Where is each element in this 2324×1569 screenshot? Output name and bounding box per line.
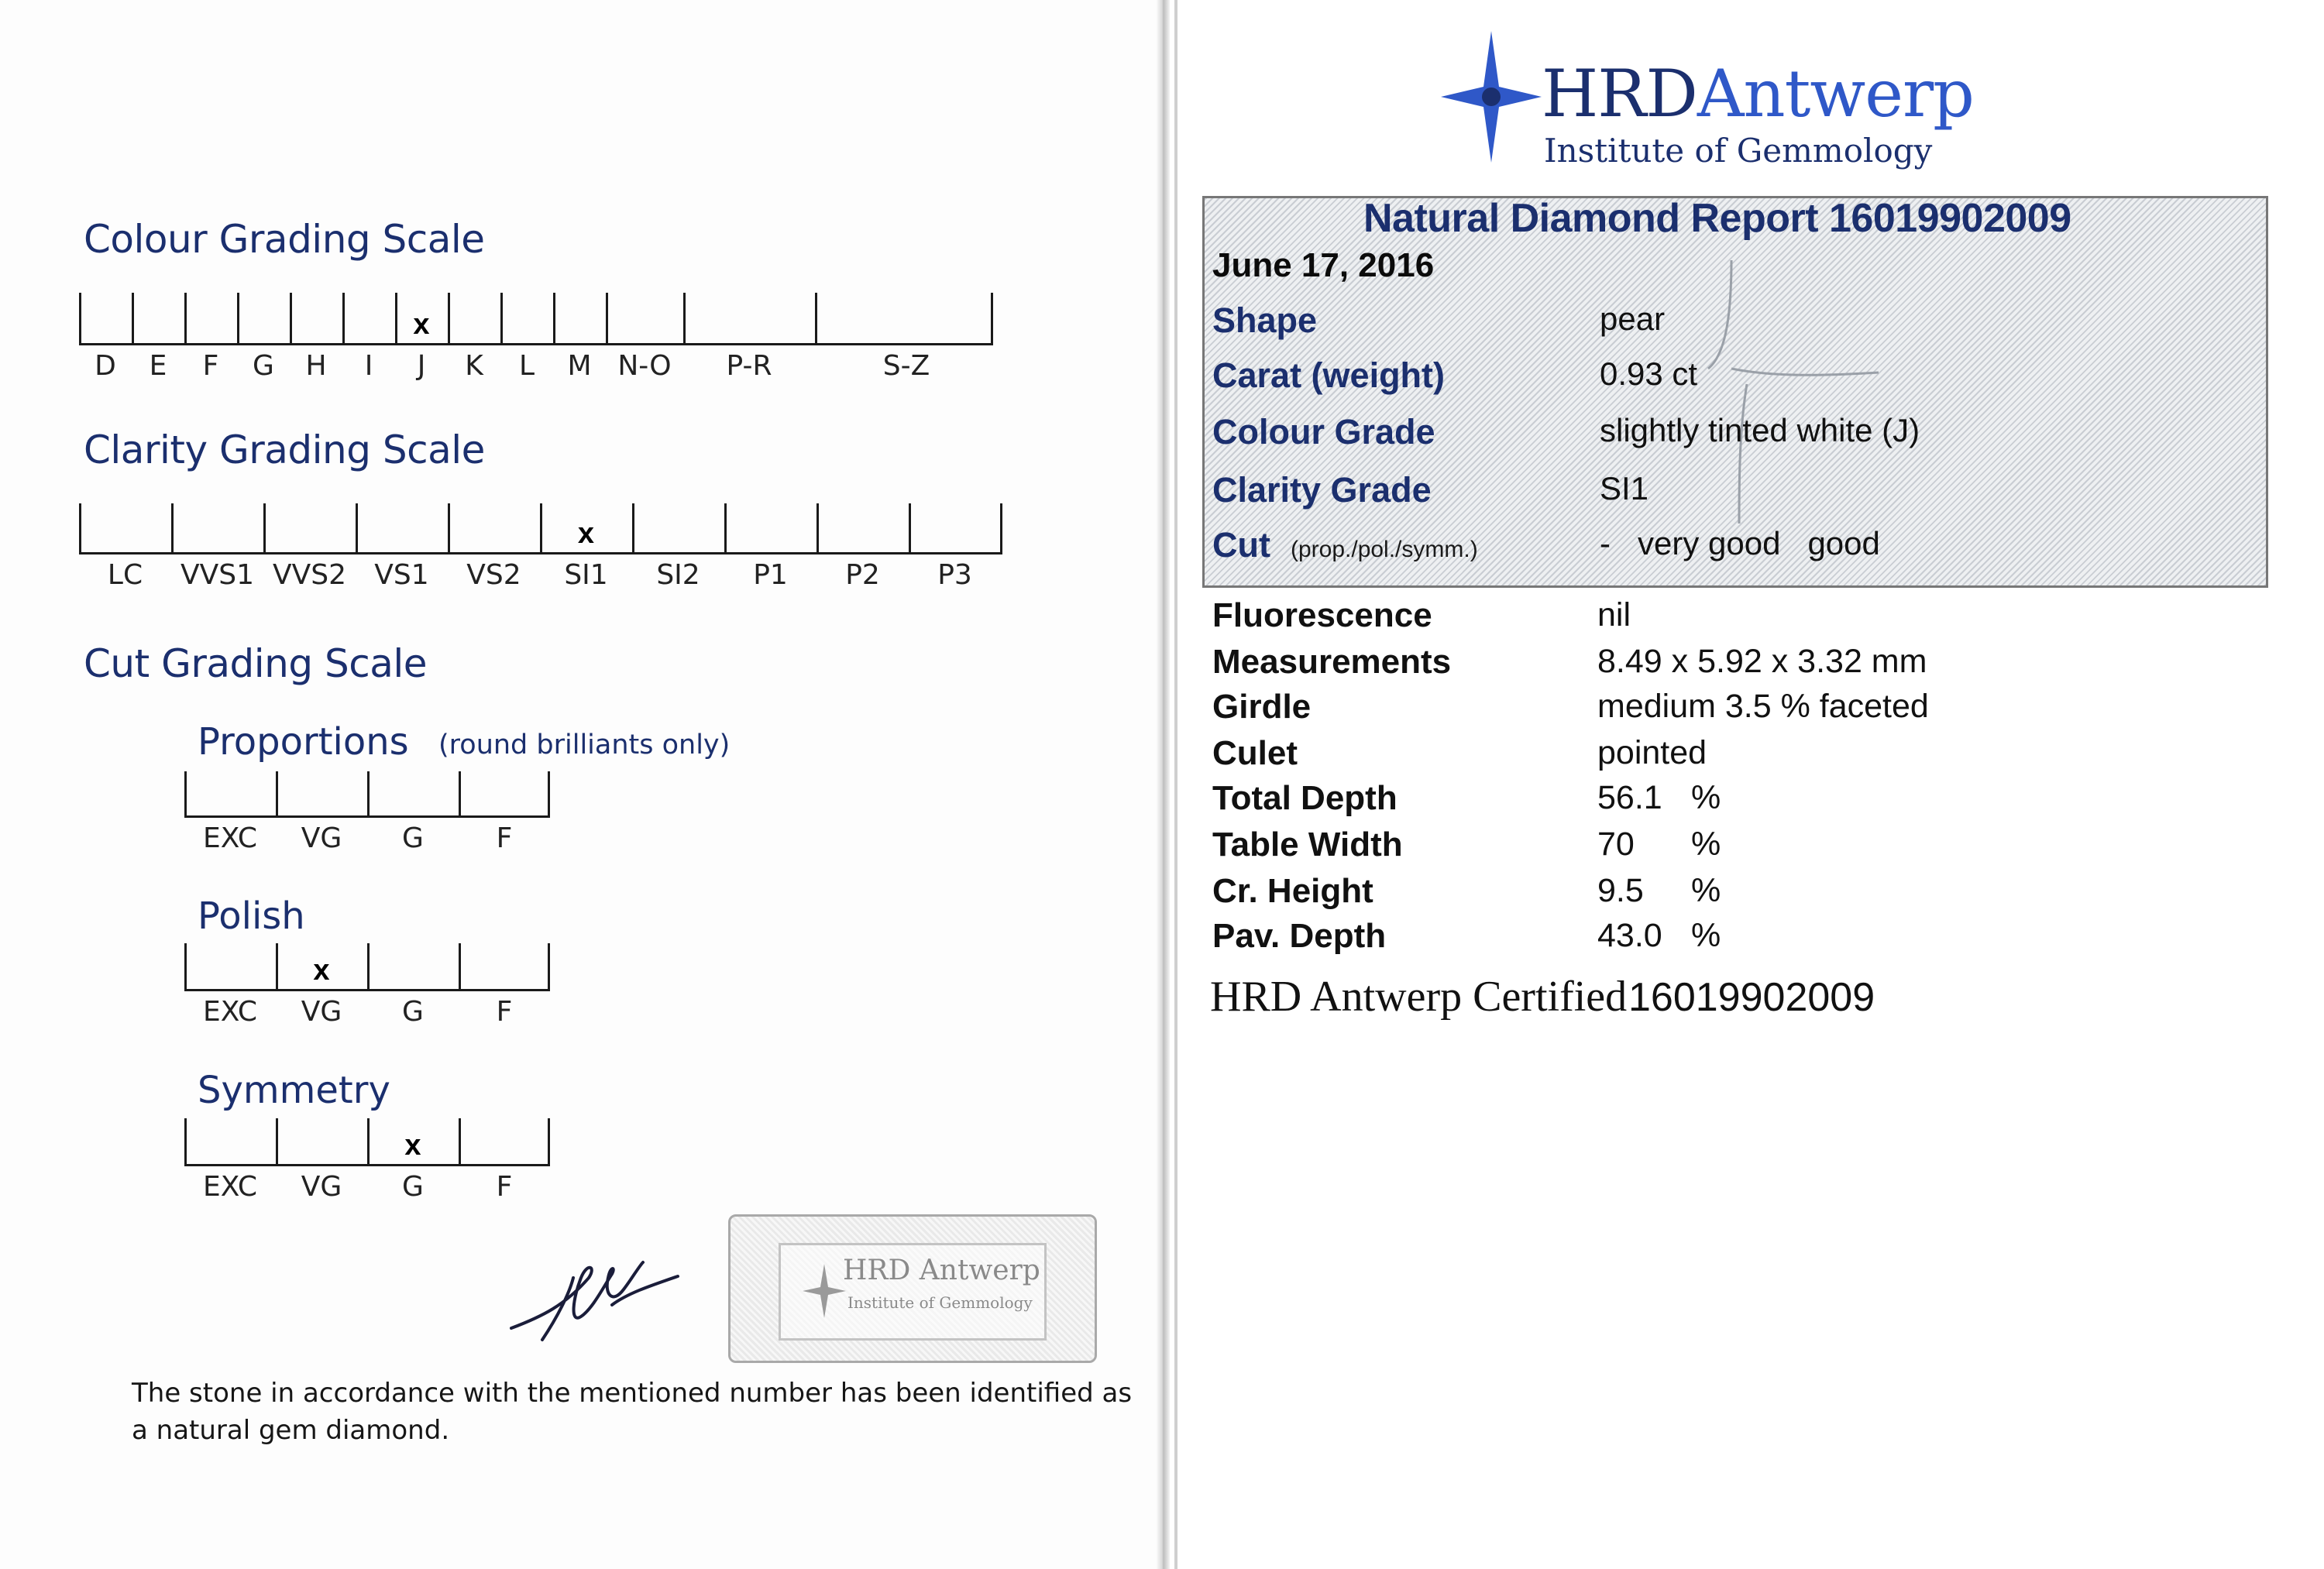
scale-tick (632, 503, 634, 554)
grade-label: EXC (203, 822, 257, 854)
grade-label: VVS1 (180, 559, 255, 591)
row-key: Clarity Grade (1212, 470, 1432, 510)
scale-tick (459, 943, 461, 991)
grade-mark: x (413, 308, 430, 341)
grade-label: F (496, 1171, 513, 1203)
property-value: 56.1 (1597, 779, 1662, 816)
property-unit: % (1691, 779, 1721, 816)
scale-tick (356, 503, 358, 554)
property-crown-height (1212, 872, 2219, 915)
certified-label: HRD Antwerp Certified (1210, 973, 1628, 1021)
scale-tick (553, 293, 555, 345)
scale-tick (540, 503, 542, 554)
scale-tick (448, 293, 450, 345)
grade-label: SI1 (564, 559, 608, 591)
colour-scale-title: Colour Grading Scale (84, 217, 485, 262)
scale-tick (683, 293, 686, 345)
scale-tick (184, 293, 187, 345)
row-key: Carat (weight) (1212, 355, 1446, 395)
property-value: 9.5 (1597, 872, 1644, 909)
property-key: Total Depth (1212, 779, 1397, 817)
symmetry-scale (184, 1118, 550, 1203)
property-key: Pav. Depth (1212, 917, 1387, 955)
star-logo-icon (1441, 31, 1542, 163)
grade-label: P1 (753, 559, 788, 591)
property-unit: % (1691, 872, 1721, 909)
grade-label: LC (107, 559, 143, 591)
scale-tick (276, 943, 278, 991)
scale-tick (548, 1118, 550, 1166)
grade-label: F (496, 822, 513, 854)
scale-tick (909, 503, 911, 554)
scale-tick (184, 771, 187, 818)
stamp-brand: HRD Antwerp (843, 1255, 1040, 1286)
grade-label: VS1 (374, 559, 429, 591)
scale-tick (991, 293, 993, 345)
row-key: Shape (1212, 300, 1318, 340)
grade-label: M (567, 350, 592, 382)
grade-label: F (496, 996, 513, 1028)
grade-label: EXC (203, 1171, 257, 1203)
brand-hrd: HRD (1542, 56, 1697, 132)
grade-label: D (95, 350, 116, 382)
grade-label: P-R (726, 350, 772, 382)
grade-label: VG (301, 1171, 342, 1203)
row-value: 0.93 ct (1600, 355, 1698, 392)
report-summary-box (1202, 196, 2268, 588)
grade-label: H (305, 350, 327, 382)
polish-scale (184, 943, 550, 1028)
grade-label: VG (301, 996, 342, 1028)
scale-tick (290, 293, 292, 345)
grade-label: VG (301, 822, 342, 854)
clarity-grading-scale (79, 503, 1002, 591)
scale-tick (548, 771, 550, 818)
scale-tick (184, 943, 187, 991)
property-key: Measurements (1212, 643, 1452, 681)
scale-tick (606, 293, 608, 345)
property-value: medium 3.5 % faceted (1597, 688, 1929, 725)
scale-tick (395, 293, 397, 345)
scale-tick (276, 771, 278, 818)
grade-label: E (149, 350, 167, 382)
grade-mark: x (577, 517, 595, 550)
scale-tick (1000, 503, 1002, 554)
grade-label: VVS2 (272, 559, 347, 591)
scale-tick (79, 503, 81, 554)
grade-label: EXC (203, 996, 257, 1028)
scale-tick (448, 503, 450, 554)
grade-label: F (202, 350, 219, 382)
property-key: Culet (1212, 734, 1298, 772)
grade-label: P2 (845, 559, 880, 591)
property-value: nil (1597, 596, 1631, 633)
scale-tick (171, 503, 174, 554)
institute-stamp (728, 1214, 1097, 1363)
scale-tick (815, 293, 817, 345)
certified-number: 16019902009 (1628, 975, 1875, 1020)
scale-tick (276, 1118, 278, 1166)
row-key: Colour Grade (1212, 412, 1435, 451)
signature-graphic (496, 1231, 682, 1348)
property-culet (1212, 734, 2219, 778)
scale-tick (459, 771, 461, 818)
grade-label: K (465, 350, 483, 382)
grade-label: I (364, 350, 373, 382)
property-total-depth (1212, 779, 2219, 822)
grade-label: L (518, 350, 535, 382)
page-fold-line (1174, 0, 1177, 1569)
proportions-scale (184, 771, 550, 854)
grade-label: J (417, 350, 426, 382)
proportions-note: (round brilliants only) (438, 730, 731, 760)
property-value: 43.0 (1597, 917, 1662, 954)
grade-label: S-Z (882, 350, 930, 382)
clarity-scale-title: Clarity Grading Scale (84, 427, 485, 472)
scale-tick (263, 503, 266, 554)
grade-label: SI2 (656, 559, 700, 591)
report-row-carat (1212, 355, 2250, 402)
row-value: slightly tinted white (J) (1600, 412, 1920, 448)
property-value: 70 (1597, 826, 1635, 863)
page-fold (1156, 0, 1170, 1569)
scale-baseline (79, 343, 993, 345)
property-key: Girdle (1212, 688, 1312, 726)
grade-label: N-O (617, 350, 672, 382)
scale-tick (237, 293, 239, 345)
row-value: - very good good (1600, 525, 1880, 561)
scale-tick (342, 293, 345, 345)
stamp-subtitle: Institute of Gemmology (847, 1293, 1033, 1312)
brand-subtitle: Institute of Gemmology (1544, 132, 1933, 170)
cut-key: Cut (1212, 525, 1270, 565)
scale-tick (548, 943, 550, 991)
property-measurements (1212, 643, 2219, 686)
property-key: Table Width (1212, 826, 1403, 863)
brand-logo-text (1542, 56, 1974, 132)
proportions-title: Proportions (198, 720, 409, 764)
report-row-cut (1212, 525, 2250, 572)
property-fluorescence (1212, 596, 2219, 640)
report-row-clarity (1212, 470, 2250, 517)
grade-label: P3 (937, 559, 972, 591)
property-unit: % (1691, 917, 1721, 954)
grade-mark: x (404, 1129, 421, 1162)
cut-key-note: (prop./pol./symm.) (1290, 537, 1478, 562)
property-girdle (1212, 688, 2219, 731)
scale-tick (367, 1118, 370, 1166)
polish-title: Polish (198, 894, 305, 938)
scale-tick (459, 1118, 461, 1166)
scale-tick (132, 293, 134, 345)
scale-tick (184, 1118, 187, 1166)
row-value: pear (1600, 300, 1666, 337)
report-date: June 17, 2016 (1212, 246, 1435, 284)
property-unit: % (1691, 826, 1721, 863)
scale-tick (79, 293, 81, 345)
scale-tick (367, 771, 370, 818)
property-key: Cr. Height (1212, 872, 1373, 910)
grade-label: G (402, 822, 424, 854)
property-table-width (1212, 826, 2219, 869)
grade-mark: x (313, 954, 330, 987)
property-value: 8.49 x 5.92 x 3.32 mm (1597, 643, 1927, 680)
scale-tick (500, 293, 503, 345)
symmetry-title: Symmetry (198, 1069, 390, 1112)
property-key: Fluorescence (1212, 596, 1432, 634)
grade-label: G (402, 1171, 424, 1203)
grade-label: VS2 (466, 559, 521, 591)
grade-label: G (253, 350, 274, 382)
row-key (1212, 525, 1478, 565)
scale-tick (367, 943, 370, 991)
identification-statement: The stone in accordance with the mentioned number has been identified as a natural gem diamond. (132, 1378, 1133, 1446)
scale-tick (724, 503, 727, 554)
brand-antwerp: Antwerp (1697, 56, 1974, 132)
colour-grading-scale (79, 293, 993, 382)
grade-label: G (402, 996, 424, 1028)
property-value: pointed (1597, 734, 1707, 771)
report-row-colour (1212, 412, 2250, 458)
property-pavilion-depth (1212, 917, 2219, 960)
report-row-shape (1212, 300, 2250, 347)
cut-scale-title: Cut Grading Scale (84, 641, 428, 686)
stamp-star-icon (803, 1264, 846, 1318)
row-value: SI1 (1600, 470, 1649, 506)
scale-tick (816, 503, 819, 554)
report-title: Natural Diamond Report 16019902009 (1363, 196, 2071, 241)
